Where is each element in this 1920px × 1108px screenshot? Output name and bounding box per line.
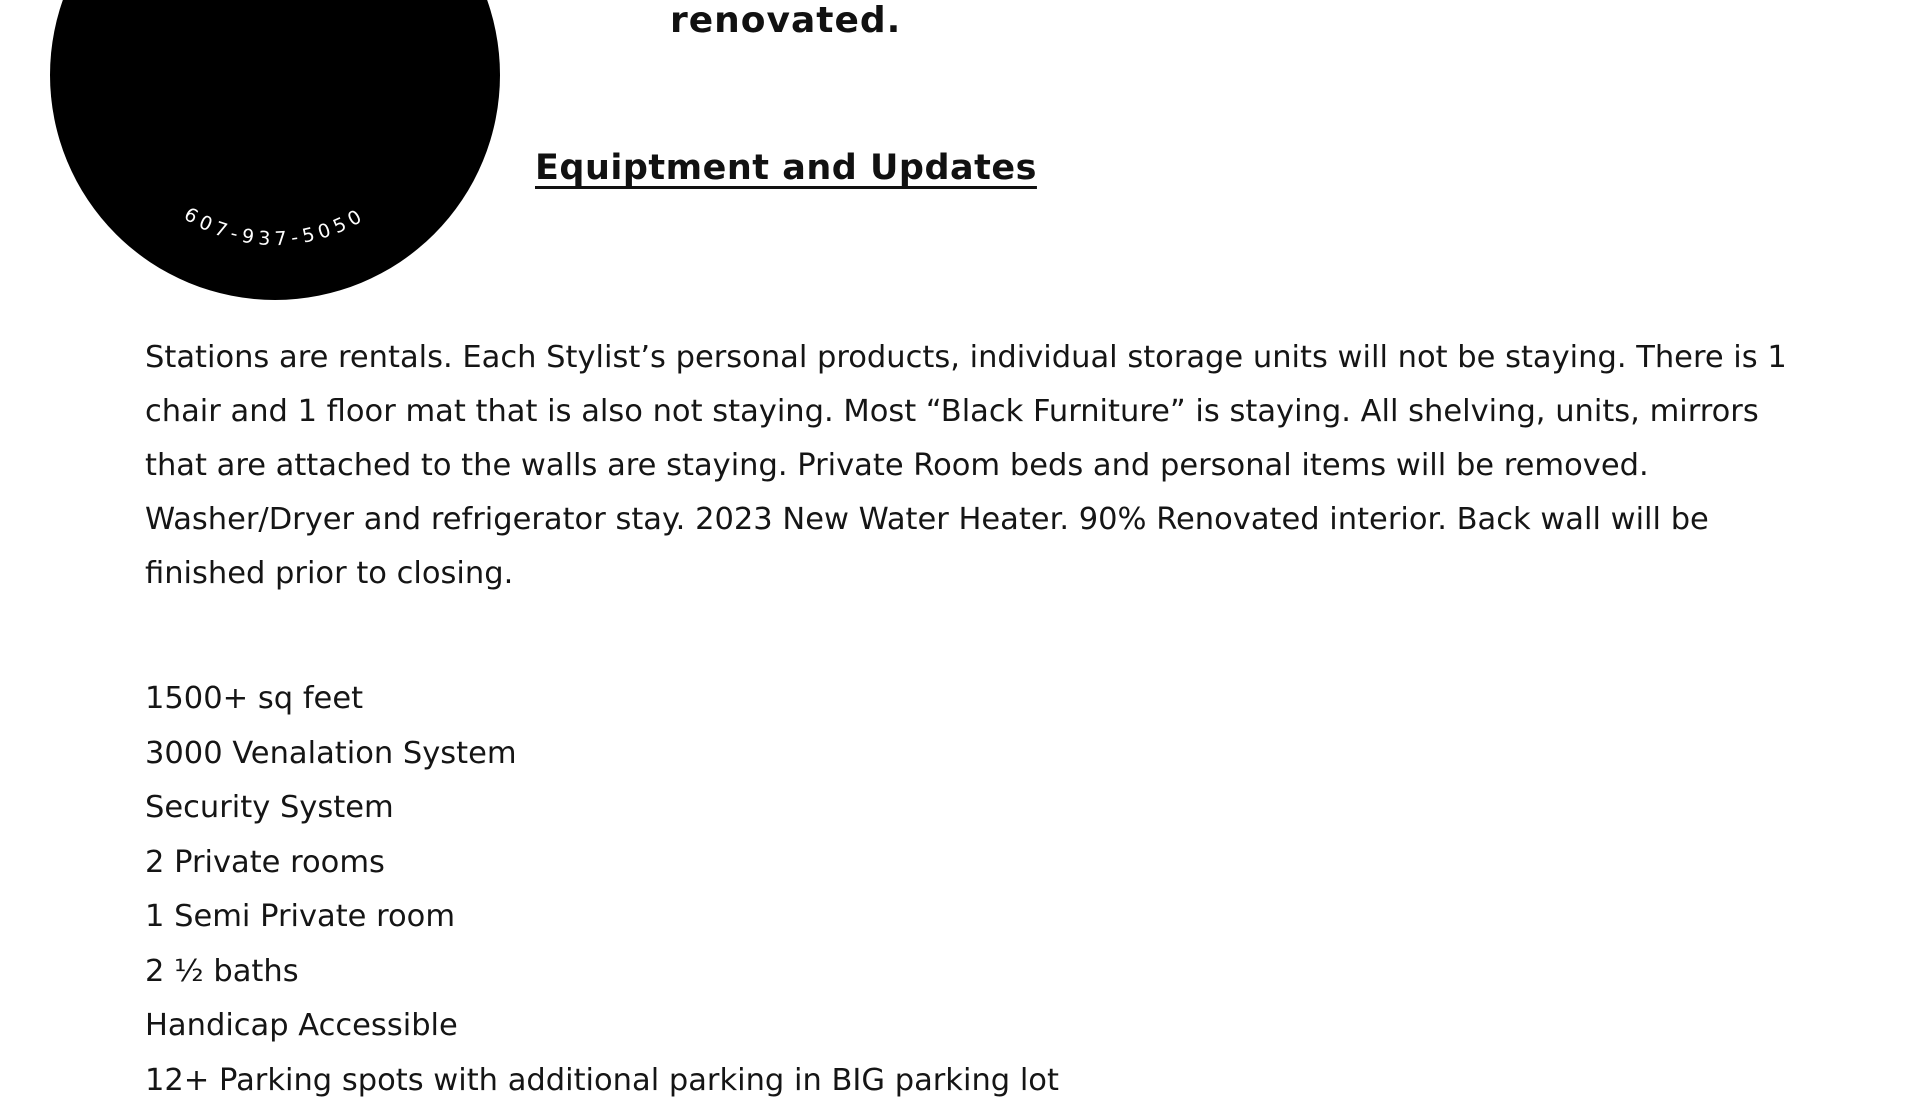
section-heading-equipment-and-updates: Equiptment and Updates — [535, 148, 1037, 188]
list-item: 2 ½ baths — [145, 945, 1805, 1000]
list-item: 12+ Parking spots with additional parking in BIG parking lot — [145, 1054, 1805, 1108]
list-item: Handicap Accessible — [145, 999, 1805, 1054]
logo-phone-text: 607-937-5050 — [180, 203, 369, 250]
svg-text:607-937-5050 — [180, 203, 369, 250]
logo-phone-number — [50, 0, 500, 300]
property-spec-list — [145, 672, 1805, 1108]
list-item: Security System — [145, 781, 1805, 836]
list-item: 1500+ sq feet — [145, 672, 1805, 727]
list-item: 2 Private rooms — [145, 836, 1805, 891]
equipment-paragraph: Stations are rentals. Each Stylist’s personal products, individual storage units will not be staying. There is 1 chair and 1 floor mat that is also not staying. Most “Black Furniture” is staying. All shelving, units, mirrors that are attached to the walls are staying. Private Room beds and personal items will be removed. Washer/Dryer and refrigerator stay. 2023 New Water Heater. 90% Renovated interior. Back wall will be finished prior to closing. — [145, 331, 1805, 601]
continued-line: renovated. — [670, 0, 901, 41]
list-item: 3000 Venalation System — [145, 727, 1805, 782]
list-item: 1 Semi Private room — [145, 890, 1805, 945]
